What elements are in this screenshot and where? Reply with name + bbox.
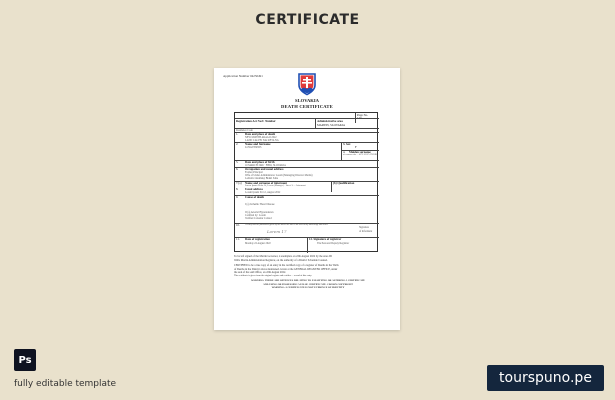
row-number: 6. bbox=[236, 166, 239, 171]
slovak-coat-of-arms-icon bbox=[295, 72, 319, 96]
occupation-value: Former Principal bbox=[245, 171, 263, 174]
certification-line: CERTIFIED to be a true copy of an entry in the certified copy of a register of Deaths in the Walls bbox=[234, 264, 339, 267]
certificate-document bbox=[214, 68, 400, 330]
editable-template-label: fully editable template bbox=[14, 379, 117, 389]
registration-date-label: Date of registration bbox=[245, 237, 270, 241]
application-number: Application Number 04250491 bbox=[223, 74, 263, 78]
row-number: 9. bbox=[236, 195, 239, 199]
informant-label: Name and surname of informant bbox=[245, 180, 287, 185]
informant-value: Lorem Ipsum Dolor 34, Lorem (Manager) · Street S. ... Informant bbox=[245, 185, 306, 187]
page-label: Page No. bbox=[357, 112, 368, 117]
row-number: 10. bbox=[236, 223, 240, 227]
birth-label: Date and place of birth bbox=[245, 159, 275, 164]
cause-of-death-value: II (a) Arterial Hypertension bbox=[245, 211, 274, 214]
certification-line: of Deaths in the District above mentioned. Given at the GENERAL REGISTER OFFICE, under bbox=[234, 267, 338, 271]
maiden-surname-value: of woman who ... 4570 LOVA HVOIB bbox=[343, 154, 377, 156]
occupation-value: Wife of Under Administrator Lorem (Managing Director Martin) bbox=[245, 174, 313, 177]
sex-label: 3. Sex bbox=[343, 141, 351, 146]
registrar-signature-label: 12. Signature of registrar bbox=[309, 237, 342, 241]
certification-line: To be left signed of the Martin Governor, 4 exemplars on 22th August 2022 by the Area ID bbox=[234, 255, 332, 258]
death-date-label: Date and place of death bbox=[245, 131, 276, 136]
row-number: 2. bbox=[236, 141, 239, 146]
death-date-value: NEW MONTH ARAGO 2022 bbox=[245, 136, 277, 139]
brand-badge[interactable]: tourspuno.pe bbox=[487, 365, 604, 391]
page-title: CERTIFICATE bbox=[255, 12, 360, 28]
qualification-label: (b) Qualification bbox=[333, 180, 355, 185]
occupation-label: Occupation and usual address bbox=[245, 166, 284, 171]
cause-of-death-label: Cause of death bbox=[245, 195, 265, 199]
usual-address-label: Usual address bbox=[245, 187, 263, 191]
informant-signature-label: Signature bbox=[359, 226, 369, 229]
warning-line: WARNING: THERE ARE OFFENCES RELATING TO FALSIFYING OR ALTERING A CERTIFICATE bbox=[251, 279, 365, 282]
birth-value: 10 MARCH 1946 · FIBO, SLOVAKIA bbox=[245, 164, 286, 167]
row-number: 11. bbox=[236, 237, 240, 241]
cause-of-death-value: I (a) Ischemic Heart Disease bbox=[245, 203, 275, 206]
warning-line: AND USING OR POSSESSING A FALSE CERTIFICATE. CROWN COPYRIGHT bbox=[263, 282, 353, 286]
maiden-surname-label: Maiden surname bbox=[349, 149, 371, 154]
certification-line: the seal of the said Office, on 22th August 2022. bbox=[234, 271, 286, 274]
name-value: LOVA ETRNIS bbox=[245, 146, 262, 149]
residence-label: Residence Code bbox=[236, 129, 253, 132]
row-number: 1. bbox=[236, 131, 239, 136]
death-place-value: LAND CALVEI NAI RFTA NG bbox=[245, 139, 279, 142]
usual-address-value: Lorem Ipsum Sit 12, August 2022 bbox=[245, 191, 281, 194]
registration-no-label: Registration Act No/C Number bbox=[236, 119, 276, 123]
sex-value: F bbox=[355, 145, 357, 149]
registration-date-value: Monday 22 August 2022 bbox=[245, 242, 271, 245]
registration-table bbox=[234, 112, 378, 252]
registrar-value: The Personal Deputy Registrar bbox=[317, 242, 350, 245]
row-number: 8. bbox=[236, 187, 239, 191]
certifier-value: Certified by: Lorem bbox=[245, 214, 266, 217]
warning-line: WARNING: A CERTIFICATE IS NOT EVIDENCE OF IDENTITY bbox=[271, 286, 345, 289]
country-heading: SLOVAKIA bbox=[295, 98, 319, 103]
row-number: 5. bbox=[236, 159, 239, 164]
certifier-value: Verified Consular Contact bbox=[245, 217, 273, 220]
document-type-heading: DEATH CERTIFICATE bbox=[281, 104, 333, 109]
certification-line: This certificate is given from the original register and certifies ... record of this entry. bbox=[234, 274, 312, 277]
informant-signature-caption: of Informant bbox=[359, 230, 373, 233]
page-value: 147 bbox=[357, 116, 362, 120]
row-number: 7.(a) bbox=[236, 180, 242, 185]
row-number: 4. bbox=[343, 149, 346, 154]
admin-office-value: MARTIN, SLOVAKIA bbox=[317, 122, 346, 127]
certification-line: Wells Martin Administration Registrar, on the authority of a District Schedule Counsel. bbox=[234, 258, 328, 262]
admin-office-label: Administrative area bbox=[317, 118, 343, 123]
declaration-text: I certify that the particulars given by me above are true to the best of my knowledge and belief bbox=[245, 224, 328, 226]
handwritten-signature: Lorem 17 bbox=[267, 229, 287, 234]
name-label: Name and Surname bbox=[245, 141, 271, 146]
photoshop-icon: Ps bbox=[14, 349, 36, 371]
address-value: Ladislav Ozeimsky Biahri Sdna bbox=[245, 177, 279, 180]
